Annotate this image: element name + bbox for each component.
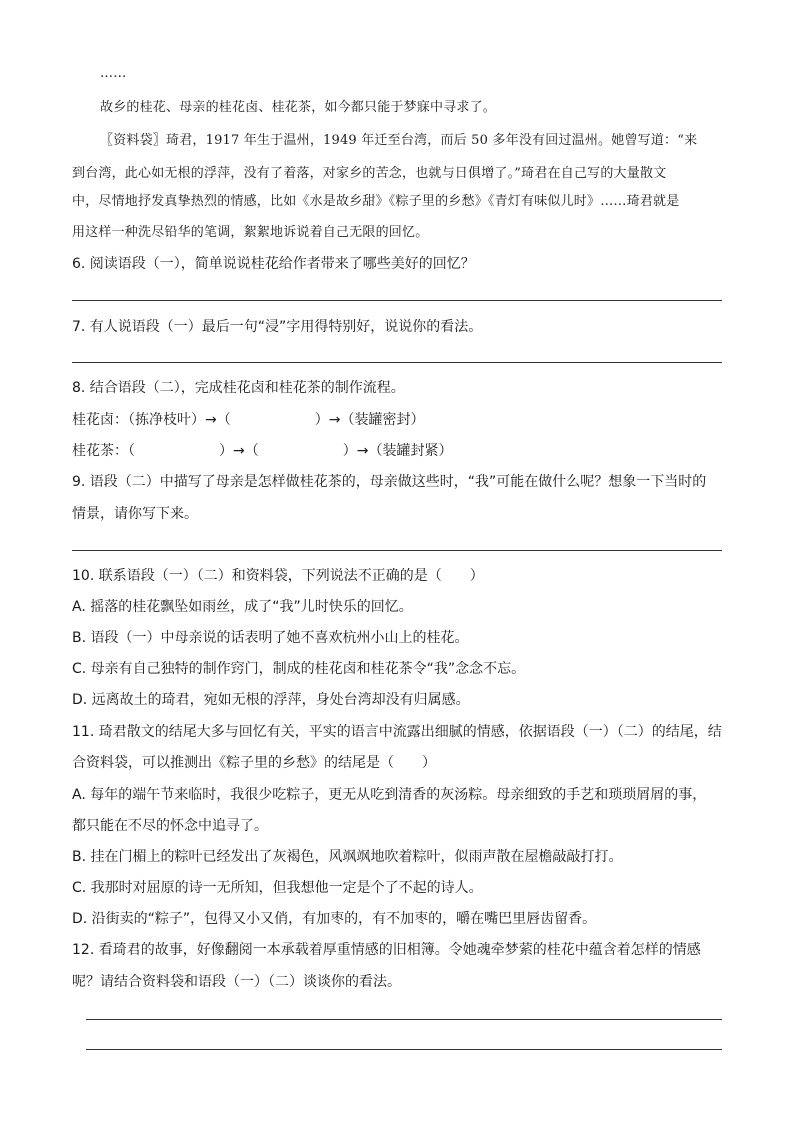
question-9-line: 9. 语段（二）中描写了母亲是怎样做桂花茶的，母亲做这些时，“我”可能在做什么呢？想象一下当时的 [72, 474, 707, 490]
question-11-option-a[interactable]: A. 每年的端午节来临时，我很少吃粽子，更无从吃到清香的灰汤粽。母亲细致的手艺和琐琐屑屑的事， [72, 787, 707, 803]
question-12-line: 12. 看琦君的故事，好像翻阅一本承载着厚重情感的旧相簿。令她魂牵梦萦的桂花中蕴含着怎样的情感 [72, 942, 701, 958]
question-11-line: 11. 琦君散文的结尾大多与回忆有关，平实的语言中流露出细腻的情感，依据语段（一）（二）的结尾，结 [72, 724, 722, 740]
question-11-option-c[interactable]: C. 我那时对屈原的诗一无所知，但我想他一定是个了不起的诗人。 [72, 880, 483, 896]
question-12-line: 呢？请结合资料袋和语段（一）（二）谈谈你的看法。 [72, 974, 401, 990]
info-box-line: 中，尽情地抒发真挚热烈的情感，比如《水是故乡甜》《粽子里的乡愁》《青灯有味似儿时》……琦君就是 [72, 194, 680, 209]
question-11-option-b[interactable]: B. 挂在门楣上的粽叶已经发出了灰褐色，风飒飒地吹着粽叶，似雨声散在屋檐敲敲打打。 [72, 849, 623, 865]
question-10-option[interactable]: B. 语段（一）中母亲说的话表明了她不喜欢杭州小山上的桂花。 [72, 630, 469, 646]
question-11-option-a-cont[interactable]: 都只能在不尽的怀念中追寻了。 [72, 818, 268, 834]
answer-line[interactable] [72, 550, 722, 551]
question-11-line: 合资料袋，可以推测出《粽子里的乡愁》的结尾是（ ） [72, 755, 436, 771]
question-8-flow-gui-hua-cha: 桂花茶：（ ）→（ ）→（装罐封紧） [72, 443, 453, 459]
info-box-line: 到台湾，此心如无根的浮萍，没有了着落，对家乡的苦念，也就与日俱增了。”琦君在自己写的大量散文 [72, 166, 667, 181]
answer-line[interactable] [86, 1019, 722, 1020]
question-8-stem: 8. 结合语段（二），完成桂花卤和桂花茶的制作流程。 [72, 380, 405, 396]
passage-closing-line: 故乡的桂花、母亲的桂花卤、桂花茶，如今都只能于梦寐中寻求了。 [100, 100, 497, 115]
info-box-line: 〖资料袋〗琦君，1917 年生于温州，1949 年迁至台湾，而后 50 多年没有回过温州。她曾写道：“来 [100, 133, 698, 148]
question-8-flow-gui-hua-lu: 桂花卤：（拣净枝叶）→（ ）→（装罐密封） [72, 412, 425, 428]
question-10-stem: 10. 联系语段（一）（二）和资料袋，下列说法不正确的是（ ） [72, 568, 484, 584]
answer-line[interactable] [72, 362, 722, 363]
question-10-option[interactable]: A. 摇落的桂花飘坠如雨丝，成了“我”儿时快乐的回忆。 [72, 599, 413, 615]
question-10-option[interactable]: C. 母亲有自己独特的制作窍门，制成的桂花卤和桂花茶令“我”念念不忘。 [72, 661, 526, 677]
question-6: 6. 阅读语段（一），简单说说桂花给作者带来了哪些美好的回忆？ [72, 256, 475, 272]
question-9-line: 情景，请你写下来。 [72, 506, 198, 522]
answer-line[interactable] [86, 1049, 722, 1050]
info-box-line: 用这样一种洗尽铅华的笔调，絮絮地诉说着自己无限的回忆。 [72, 225, 429, 240]
question-7: 7. 有人说语段（一）最后一句“浸”字用得特别好，说说你的看法。 [72, 319, 483, 335]
question-10-option[interactable]: D. 远离故土的琦君，宛如无根的浮萍，身处台湾却没有归属感。 [72, 692, 470, 708]
answer-line[interactable] [72, 300, 722, 301]
passage-ellipsis: …… [100, 66, 127, 81]
question-11-option-d[interactable]: D. 沿街卖的“粽子”，包得又小又俏，有加枣的，有不加枣的，嚼在嘴巴里唇齿留香。 [72, 911, 597, 927]
